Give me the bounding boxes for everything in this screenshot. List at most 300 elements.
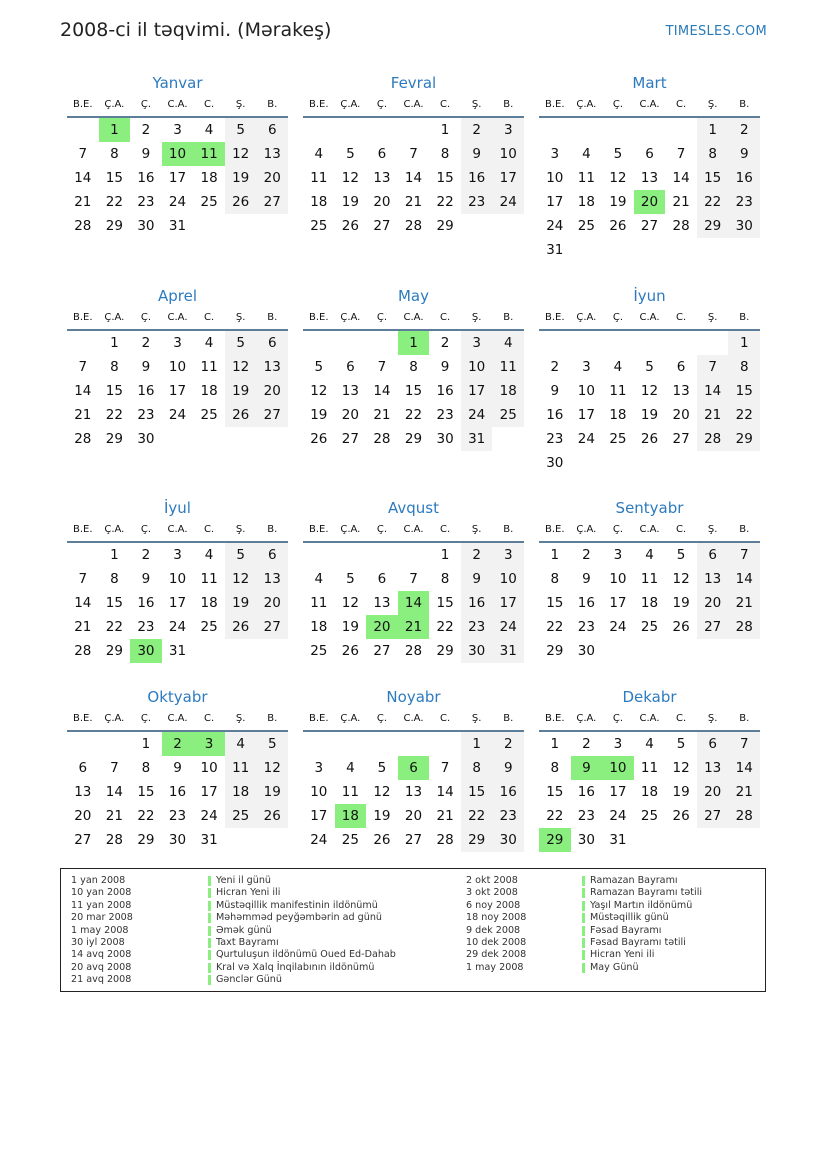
day-cell[interactable]: 2 [550, 359, 560, 375]
day-cell[interactable]: 14 [404, 170, 423, 186]
day-cell[interactable]: 16 [137, 595, 155, 611]
day-cell[interactable]: 17 [461, 379, 493, 403]
day-cell[interactable]: 15 [436, 595, 454, 611]
day-cell[interactable]: 10 [492, 567, 524, 591]
day-cell[interactable]: 12 [609, 170, 627, 186]
day-cell[interactable]: 27 [256, 403, 288, 427]
day-cell[interactable]: 27 [697, 615, 729, 639]
day-cell[interactable]: 8 [440, 146, 450, 162]
day-cell[interactable]: 28 [373, 431, 391, 447]
day-cell[interactable]: 24 [168, 194, 187, 210]
day-cell[interactable]: 2 [582, 736, 591, 752]
day-cell[interactable]: 3 [314, 760, 324, 776]
day-cell[interactable]: 24 [609, 808, 627, 824]
day-cell[interactable]: 8 [440, 571, 450, 587]
day-cell[interactable]: 15 [436, 170, 454, 186]
day-cell[interactable]: 4 [582, 146, 591, 162]
day-cell[interactable]: 15 [137, 784, 155, 800]
day-cell[interactable]: 30 [492, 828, 524, 852]
holiday-day-cell[interactable]: 14 [398, 591, 430, 615]
day-cell[interactable]: 21 [728, 591, 760, 615]
day-cell[interactable]: 14 [728, 567, 760, 591]
day-cell[interactable]: 26 [640, 431, 659, 447]
day-cell[interactable]: 23 [168, 808, 187, 824]
day-cell[interactable]: 23 [577, 619, 595, 635]
day-cell[interactable]: 18 [609, 407, 627, 423]
day-cell[interactable]: 10 [168, 571, 187, 587]
day-cell[interactable]: 20 [256, 166, 288, 190]
day-cell[interactable]: 4 [314, 571, 324, 587]
day-cell[interactable]: 19 [225, 379, 257, 403]
day-cell[interactable]: 16 [728, 166, 760, 190]
day-cell[interactable]: 24 [310, 832, 328, 848]
day-cell[interactable]: 7 [409, 146, 418, 162]
day-cell[interactable]: 16 [492, 780, 524, 804]
day-cell[interactable]: 20 [697, 591, 729, 615]
day-cell[interactable]: 26 [341, 218, 359, 234]
day-cell[interactable]: 22 [461, 804, 493, 828]
day-cell[interactable]: 25 [577, 218, 595, 234]
day-cell[interactable]: 22 [436, 194, 454, 210]
day-cell[interactable]: 5 [346, 571, 355, 587]
day-cell[interactable]: 7 [78, 359, 88, 375]
day-cell[interactable]: 4 [645, 547, 654, 563]
day-cell[interactable]: 30 [546, 455, 564, 471]
holiday-day-cell[interactable]: 2 [162, 732, 194, 756]
day-cell[interactable]: 17 [577, 407, 595, 423]
day-cell[interactable]: 24 [577, 431, 595, 447]
day-cell[interactable]: 27 [404, 832, 423, 848]
day-cell[interactable]: 20 [256, 591, 288, 615]
day-cell[interactable]: 21 [373, 407, 391, 423]
day-cell[interactable]: 22 [404, 407, 423, 423]
day-cell[interactable]: 8 [550, 571, 560, 587]
day-cell[interactable]: 8 [728, 355, 760, 379]
day-cell[interactable]: 22 [697, 190, 729, 214]
day-cell[interactable]: 18 [225, 780, 257, 804]
day-cell[interactable]: 25 [200, 407, 218, 423]
day-cell[interactable]: 10 [577, 383, 595, 399]
day-cell[interactable]: 11 [200, 571, 218, 587]
holiday-day-cell[interactable]: 10 [162, 142, 194, 166]
day-cell[interactable]: 22 [137, 808, 155, 824]
holiday-day-cell[interactable]: 21 [398, 615, 430, 639]
day-cell[interactable]: 12 [341, 595, 359, 611]
day-cell[interactable]: 6 [256, 118, 288, 142]
day-cell[interactable]: 2 [492, 732, 524, 756]
day-cell[interactable]: 12 [373, 784, 391, 800]
day-cell[interactable]: 26 [373, 832, 391, 848]
day-cell[interactable]: 3 [461, 331, 493, 355]
day-cell[interactable]: 6 [697, 732, 729, 756]
day-cell[interactable]: 27 [697, 804, 729, 828]
day-cell[interactable]: 17 [200, 784, 218, 800]
day-cell[interactable]: 3 [613, 547, 623, 563]
day-cell[interactable]: 30 [461, 639, 493, 663]
holiday-day-cell[interactable]: 1 [99, 118, 131, 142]
day-cell[interactable]: 28 [728, 804, 760, 828]
day-cell[interactable]: 5 [225, 331, 257, 355]
holiday-day-cell[interactable]: 20 [634, 190, 666, 214]
day-cell[interactable]: 27 [341, 431, 359, 447]
day-cell[interactable]: 22 [728, 403, 760, 427]
day-cell[interactable]: 17 [492, 591, 524, 615]
day-cell[interactable]: 17 [609, 784, 627, 800]
day-cell[interactable]: 17 [168, 383, 187, 399]
day-cell[interactable]: 1 [461, 732, 493, 756]
day-cell[interactable]: 16 [461, 591, 493, 615]
day-cell[interactable]: 13 [373, 170, 391, 186]
day-cell[interactable]: 2 [728, 118, 760, 142]
day-cell[interactable]: 15 [728, 379, 760, 403]
day-cell[interactable]: 13 [640, 170, 659, 186]
day-cell[interactable]: 27 [373, 643, 391, 659]
day-cell[interactable]: 4 [346, 760, 355, 776]
day-cell[interactable]: 25 [341, 832, 359, 848]
day-cell[interactable]: 23 [546, 431, 564, 447]
day-cell[interactable]: 3 [613, 736, 623, 752]
day-cell[interactable]: 12 [310, 383, 328, 399]
day-cell[interactable]: 27 [672, 431, 690, 447]
day-cell[interactable]: 19 [225, 591, 257, 615]
day-cell[interactable]: 14 [697, 379, 729, 403]
day-cell[interactable]: 1 [440, 122, 450, 138]
day-cell[interactable]: 28 [697, 427, 729, 451]
day-cell[interactable]: 10 [546, 170, 564, 186]
day-cell[interactable]: 26 [341, 643, 359, 659]
day-cell[interactable]: 1 [728, 331, 760, 355]
day-cell[interactable]: 9 [461, 567, 493, 591]
day-cell[interactable]: 12 [341, 170, 359, 186]
day-cell[interactable]: 15 [461, 780, 493, 804]
day-cell[interactable]: 20 [404, 808, 423, 824]
day-cell[interactable]: 24 [200, 808, 218, 824]
day-cell[interactable]: 9 [141, 359, 151, 375]
day-cell[interactable]: 10 [168, 359, 187, 375]
day-cell[interactable]: 26 [225, 190, 257, 214]
day-cell[interactable]: 15 [697, 166, 729, 190]
day-cell[interactable]: 31 [168, 643, 187, 659]
day-cell[interactable]: 31 [492, 639, 524, 663]
day-cell[interactable]: 18 [200, 383, 218, 399]
day-cell[interactable]: 24 [461, 403, 493, 427]
day-cell[interactable]: 29 [461, 828, 493, 852]
day-cell[interactable]: 7 [78, 146, 88, 162]
day-cell[interactable]: 27 [256, 190, 288, 214]
day-cell[interactable]: 11 [310, 595, 328, 611]
holiday-day-cell[interactable]: 3 [193, 732, 225, 756]
day-cell[interactable]: 21 [74, 619, 92, 635]
day-cell[interactable]: 28 [728, 615, 760, 639]
day-cell[interactable]: 5 [377, 760, 387, 776]
day-cell[interactable]: 20 [697, 780, 729, 804]
day-cell[interactable]: 24 [168, 407, 187, 423]
day-cell[interactable]: 23 [137, 194, 155, 210]
holiday-day-cell[interactable]: 10 [602, 756, 634, 780]
day-cell[interactable]: 30 [137, 431, 155, 447]
day-cell[interactable]: 21 [74, 194, 92, 210]
day-cell[interactable]: 7 [728, 732, 760, 756]
day-cell[interactable]: 2 [141, 547, 151, 563]
day-cell[interactable]: 12 [640, 383, 659, 399]
day-cell[interactable]: 9 [728, 142, 760, 166]
day-cell[interactable]: 30 [137, 218, 155, 234]
day-cell[interactable]: 14 [74, 595, 92, 611]
day-cell[interactable]: 29 [105, 643, 123, 659]
holiday-day-cell[interactable]: 30 [130, 639, 162, 663]
day-cell[interactable]: 7 [110, 760, 119, 776]
day-cell[interactable]: 14 [74, 383, 92, 399]
day-cell[interactable]: 29 [728, 427, 760, 451]
day-cell[interactable]: 5 [676, 736, 686, 752]
day-cell[interactable]: 29 [105, 431, 123, 447]
day-cell[interactable]: 6 [377, 571, 387, 587]
day-cell[interactable]: 13 [697, 567, 729, 591]
day-cell[interactable]: 17 [546, 194, 564, 210]
day-cell[interactable]: 20 [672, 407, 690, 423]
day-cell[interactable]: 26 [225, 403, 257, 427]
day-cell[interactable]: 1 [550, 547, 560, 563]
day-cell[interactable]: 6 [256, 331, 288, 355]
day-cell[interactable]: 15 [404, 383, 423, 399]
holiday-day-cell[interactable]: 20 [366, 615, 398, 639]
day-cell[interactable]: 6 [377, 146, 387, 162]
day-cell[interactable]: 10 [310, 784, 328, 800]
holiday-day-cell[interactable]: 9 [571, 756, 603, 780]
day-cell[interactable]: 27 [640, 218, 659, 234]
day-cell[interactable]: 25 [609, 431, 627, 447]
day-cell[interactable]: 28 [74, 218, 92, 234]
day-cell[interactable]: 2 [141, 335, 151, 351]
day-cell[interactable]: 4 [613, 359, 623, 375]
day-cell[interactable]: 5 [645, 359, 654, 375]
day-cell[interactable]: 12 [672, 571, 690, 587]
day-cell[interactable]: 21 [404, 194, 423, 210]
day-cell[interactable]: 25 [640, 808, 659, 824]
day-cell[interactable]: 6 [645, 146, 654, 162]
day-cell[interactable]: 8 [141, 760, 151, 776]
day-cell[interactable]: 11 [341, 784, 359, 800]
day-cell[interactable]: 7 [440, 760, 450, 776]
day-cell[interactable]: 9 [141, 146, 151, 162]
day-cell[interactable]: 11 [640, 760, 659, 776]
day-cell[interactable]: 26 [225, 615, 257, 639]
day-cell[interactable]: 17 [168, 595, 187, 611]
day-cell[interactable]: 24 [492, 615, 524, 639]
day-cell[interactable]: 11 [225, 756, 257, 780]
day-cell[interactable]: 30 [577, 832, 595, 848]
day-cell[interactable]: 3 [550, 146, 560, 162]
day-cell[interactable]: 31 [609, 832, 627, 848]
day-cell[interactable]: 11 [200, 359, 218, 375]
day-cell[interactable]: 22 [436, 619, 454, 635]
day-cell[interactable]: 23 [137, 619, 155, 635]
day-cell[interactable]: 6 [346, 359, 355, 375]
day-cell[interactable]: 20 [74, 808, 92, 824]
day-cell[interactable]: 5 [225, 543, 257, 567]
day-cell[interactable]: 22 [546, 808, 564, 824]
day-cell[interactable]: 31 [200, 832, 218, 848]
day-cell[interactable]: 13 [256, 355, 288, 379]
day-cell[interactable]: 8 [461, 756, 493, 780]
day-cell[interactable]: 7 [409, 571, 418, 587]
day-cell[interactable]: 18 [310, 619, 328, 635]
day-cell[interactable]: 4 [314, 146, 324, 162]
day-cell[interactable]: 27 [74, 832, 92, 848]
day-cell[interactable]: 8 [697, 142, 729, 166]
day-cell[interactable]: 2 [440, 335, 450, 351]
day-cell[interactable]: 27 [256, 615, 288, 639]
day-cell[interactable]: 28 [404, 218, 423, 234]
holiday-day-cell[interactable]: 11 [193, 142, 225, 166]
day-cell[interactable]: 31 [546, 242, 564, 258]
day-cell[interactable]: 8 [409, 359, 418, 375]
day-cell[interactable]: 31 [168, 218, 187, 234]
day-cell[interactable]: 14 [373, 383, 391, 399]
day-cell[interactable]: 29 [137, 832, 155, 848]
day-cell[interactable]: 18 [640, 595, 659, 611]
day-cell[interactable]: 17 [492, 166, 524, 190]
day-cell[interactable]: 15 [546, 595, 564, 611]
day-cell[interactable]: 14 [74, 170, 92, 186]
day-cell[interactable]: 13 [256, 567, 288, 591]
day-cell[interactable]: 29 [436, 643, 454, 659]
day-cell[interactable]: 14 [436, 784, 454, 800]
day-cell[interactable]: 20 [256, 379, 288, 403]
day-cell[interactable]: 23 [492, 804, 524, 828]
day-cell[interactable]: 25 [640, 619, 659, 635]
day-cell[interactable]: 4 [204, 122, 214, 138]
day-cell[interactable]: 29 [105, 218, 123, 234]
day-cell[interactable]: 23 [577, 808, 595, 824]
day-cell[interactable]: 29 [404, 431, 423, 447]
day-cell[interactable]: 28 [74, 643, 92, 659]
day-cell[interactable]: 1 [697, 118, 729, 142]
day-cell[interactable]: 3 [173, 547, 182, 563]
day-cell[interactable]: 11 [492, 355, 524, 379]
day-cell[interactable]: 23 [728, 190, 760, 214]
day-cell[interactable]: 11 [640, 571, 659, 587]
day-cell[interactable]: 4 [204, 547, 214, 563]
brand-logo-text[interactable]: TIMESLES.COM [665, 24, 767, 39]
day-cell[interactable]: 26 [672, 808, 690, 824]
day-cell[interactable]: 3 [173, 335, 182, 351]
day-cell[interactable]: 24 [168, 619, 187, 635]
day-cell[interactable]: 25 [200, 194, 218, 210]
day-cell[interactable]: 10 [492, 142, 524, 166]
day-cell[interactable]: 19 [341, 194, 359, 210]
day-cell[interactable]: 2 [461, 543, 493, 567]
day-cell[interactable]: 18 [200, 170, 218, 186]
day-cell[interactable]: 7 [697, 355, 729, 379]
day-cell[interactable]: 13 [697, 756, 729, 780]
day-cell[interactable]: 23 [461, 190, 493, 214]
day-cell[interactable]: 4 [645, 736, 654, 752]
day-cell[interactable]: 26 [256, 804, 288, 828]
day-cell[interactable]: 21 [74, 407, 92, 423]
day-cell[interactable]: 5 [346, 146, 355, 162]
day-cell[interactable]: 23 [461, 615, 493, 639]
day-cell[interactable]: 26 [310, 431, 328, 447]
day-cell[interactable]: 6 [256, 543, 288, 567]
day-cell[interactable]: 19 [609, 194, 627, 210]
day-cell[interactable]: 25 [310, 643, 328, 659]
day-cell[interactable]: 25 [492, 403, 524, 427]
day-cell[interactable]: 6 [676, 359, 686, 375]
day-cell[interactable]: 30 [168, 832, 187, 848]
day-cell[interactable]: 7 [728, 543, 760, 567]
day-cell[interactable]: 12 [225, 142, 257, 166]
day-cell[interactable]: 14 [672, 170, 690, 186]
day-cell[interactable]: 3 [173, 122, 182, 138]
day-cell[interactable]: 15 [105, 170, 123, 186]
day-cell[interactable]: 18 [492, 379, 524, 403]
day-cell[interactable]: 28 [404, 643, 423, 659]
holiday-day-cell[interactable]: 29 [539, 828, 571, 852]
day-cell[interactable]: 11 [310, 170, 328, 186]
day-cell[interactable]: 12 [256, 756, 288, 780]
day-cell[interactable]: 4 [492, 331, 524, 355]
day-cell[interactable]: 21 [672, 194, 690, 210]
day-cell[interactable]: 21 [436, 808, 454, 824]
day-cell[interactable]: 13 [74, 784, 92, 800]
day-cell[interactable]: 17 [168, 170, 187, 186]
day-cell[interactable]: 16 [168, 784, 187, 800]
day-cell[interactable]: 5 [225, 118, 257, 142]
day-cell[interactable]: 4 [225, 732, 257, 756]
day-cell[interactable]: 15 [546, 784, 564, 800]
day-cell[interactable]: 22 [105, 194, 123, 210]
day-cell[interactable]: 16 [546, 407, 564, 423]
day-cell[interactable]: 28 [436, 832, 454, 848]
day-cell[interactable]: 23 [436, 407, 454, 423]
day-cell[interactable]: 21 [728, 780, 760, 804]
day-cell[interactable]: 1 [110, 335, 119, 351]
day-cell[interactable]: 1 [141, 736, 151, 752]
day-cell[interactable]: 16 [577, 595, 595, 611]
day-cell[interactable]: 24 [546, 218, 564, 234]
day-cell[interactable]: 4 [204, 335, 214, 351]
day-cell[interactable]: 6 [78, 760, 88, 776]
day-cell[interactable]: 19 [373, 808, 391, 824]
day-cell[interactable]: 31 [461, 427, 493, 451]
day-cell[interactable]: 25 [310, 218, 328, 234]
holiday-day-cell[interactable]: 1 [398, 331, 430, 355]
day-cell[interactable]: 7 [78, 571, 88, 587]
day-cell[interactable]: 17 [310, 808, 328, 824]
day-cell[interactable]: 9 [582, 571, 591, 587]
day-cell[interactable]: 19 [672, 784, 690, 800]
day-cell[interactable]: 21 [105, 808, 123, 824]
day-cell[interactable]: 1 [550, 736, 560, 752]
day-cell[interactable]: 2 [461, 118, 493, 142]
day-cell[interactable]: 21 [697, 403, 729, 427]
day-cell[interactable]: 22 [105, 407, 123, 423]
day-cell[interactable]: 9 [141, 571, 151, 587]
day-cell[interactable]: 19 [672, 595, 690, 611]
day-cell[interactable]: 7 [377, 359, 387, 375]
day-cell[interactable]: 15 [105, 383, 123, 399]
day-cell[interactable]: 1 [110, 547, 119, 563]
day-cell[interactable]: 13 [373, 595, 391, 611]
day-cell[interactable]: 22 [546, 619, 564, 635]
day-cell[interactable]: 14 [105, 784, 123, 800]
day-cell[interactable]: 20 [373, 194, 391, 210]
day-cell[interactable]: 19 [256, 780, 288, 804]
day-cell[interactable]: 16 [137, 170, 155, 186]
day-cell[interactable]: 13 [672, 383, 690, 399]
day-cell[interactable]: 2 [582, 547, 591, 563]
